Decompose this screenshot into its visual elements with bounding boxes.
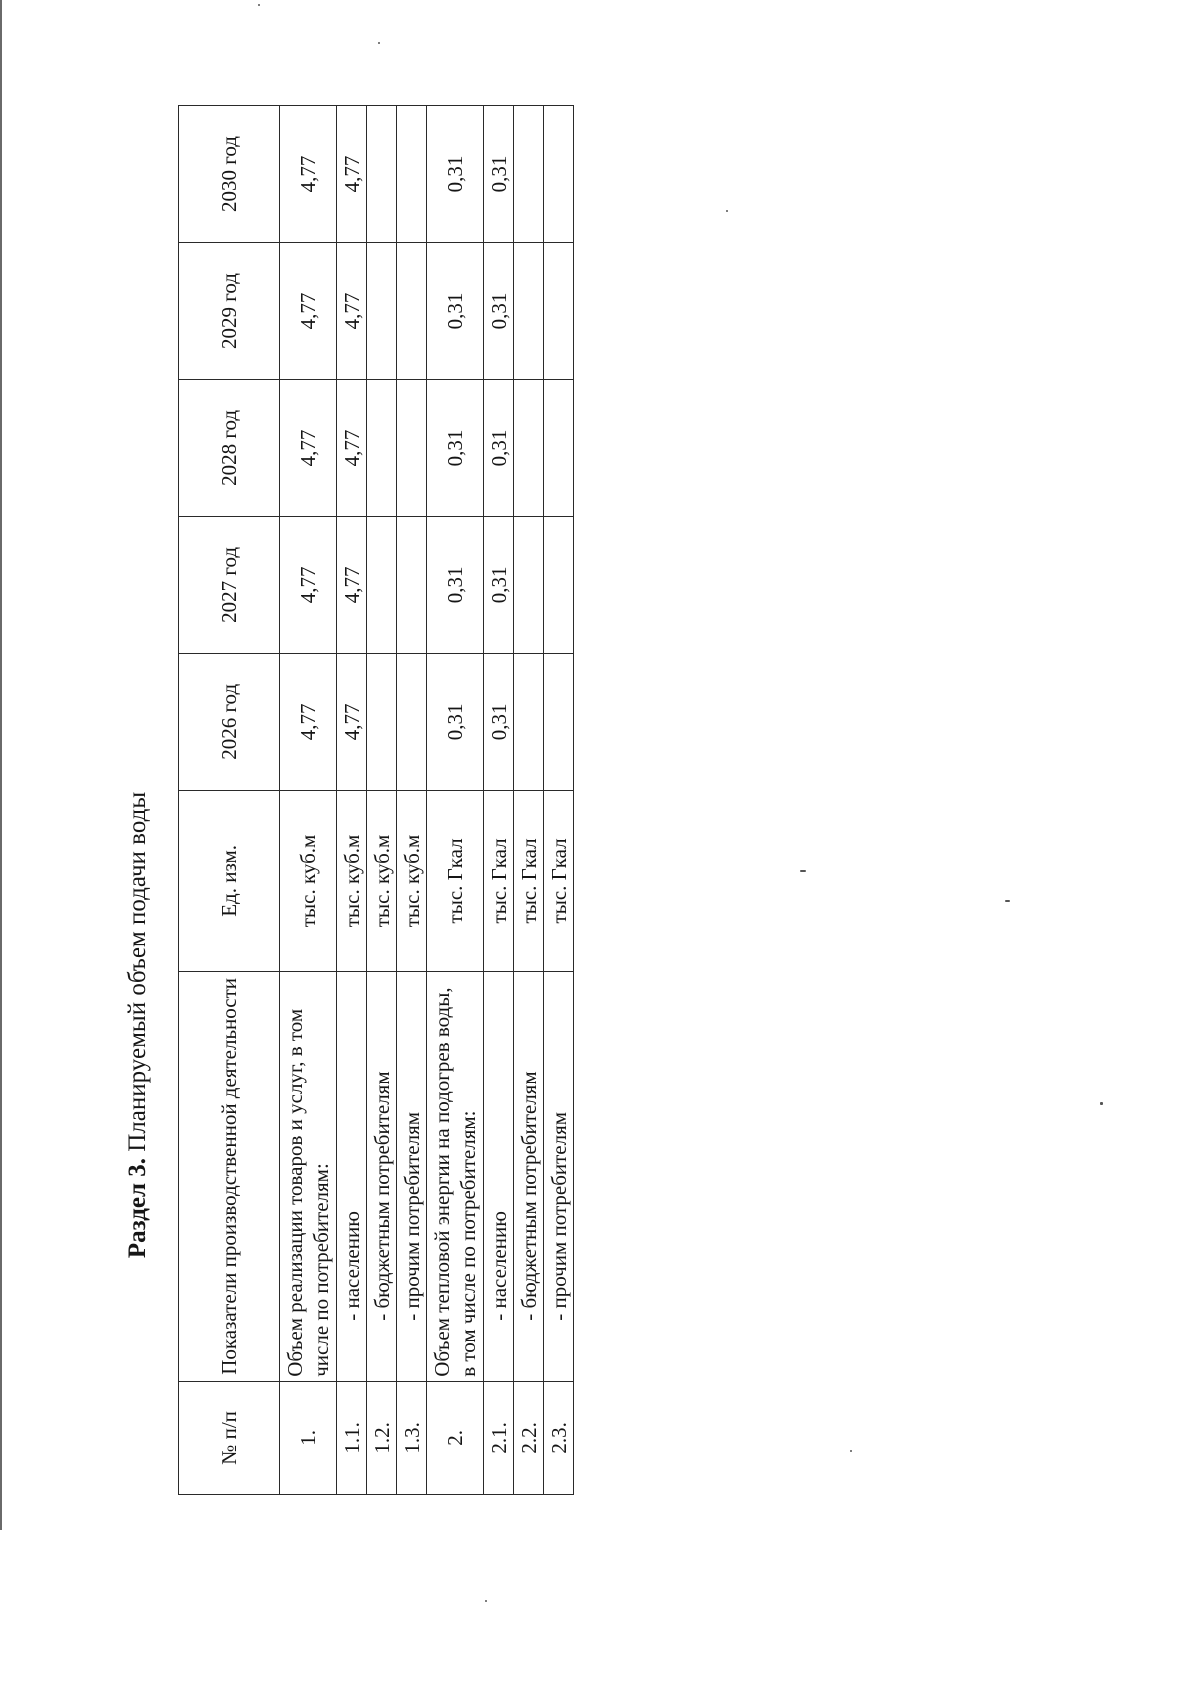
row-value: 0,31	[427, 379, 484, 516]
scan-speck	[258, 4, 260, 6]
row-unit: тыс. Гкал	[544, 790, 574, 971]
row-value	[367, 243, 397, 380]
header-year: 2029 год	[179, 243, 280, 380]
row-indicator: - бюджетным потребителям	[367, 971, 397, 1381]
header-unit: Ед. изм.	[179, 790, 280, 971]
row-value: 4,77	[337, 379, 367, 516]
row-value	[367, 653, 397, 790]
header-year: 2026 год	[179, 653, 280, 790]
header-year: 2030 год	[179, 106, 280, 243]
row-indicator: - прочим потребителям	[397, 971, 427, 1381]
table-row	[544, 106, 574, 1495]
table-row	[280, 106, 337, 1495]
row-value: 0,31	[484, 379, 514, 516]
row-unit: тыс. Гкал	[514, 790, 544, 971]
row-value	[514, 379, 544, 516]
row-num: 1.3.	[397, 1381, 427, 1494]
row-indicator: - населению	[484, 971, 514, 1381]
row-value: 0,31	[427, 653, 484, 790]
header-num: № п/п	[179, 1381, 280, 1494]
row-value	[544, 653, 574, 790]
row-value: 0,31	[484, 243, 514, 380]
row-unit: тыс. куб.м	[337, 790, 367, 971]
row-value: 0,31	[484, 516, 514, 653]
table-row	[337, 106, 367, 1495]
row-num: 2.3.	[544, 1381, 574, 1494]
row-value	[544, 379, 574, 516]
row-value: 0,31	[484, 106, 514, 243]
row-value	[514, 653, 544, 790]
row-num: 1.1.	[337, 1381, 367, 1494]
row-num: 2.1.	[484, 1381, 514, 1494]
row-value: 4,77	[337, 106, 367, 243]
table-row	[514, 106, 544, 1495]
row-indicator: - бюджетным потребителям	[514, 971, 544, 1381]
row-value: 0,31	[427, 516, 484, 653]
row-unit: тыс. куб.м	[397, 790, 427, 971]
row-value: 4,77	[280, 379, 337, 516]
row-value: 0,31	[427, 106, 484, 243]
table-header-row	[179, 106, 280, 1495]
row-value: 4,77	[337, 653, 367, 790]
row-value: 4,77	[337, 243, 367, 380]
row-value	[397, 106, 427, 243]
section-title	[118, 525, 158, 1525]
scan-speck	[1100, 1102, 1103, 1105]
row-value	[367, 379, 397, 516]
scan-speck	[800, 870, 806, 872]
row-num: 2.	[427, 1381, 484, 1494]
scan-speck	[485, 1600, 487, 1602]
row-num: 1.2.	[367, 1381, 397, 1494]
row-value	[397, 379, 427, 516]
row-value	[514, 516, 544, 653]
row-value	[397, 516, 427, 653]
scan-speck	[378, 42, 380, 44]
row-value	[544, 516, 574, 653]
row-value: 4,77	[280, 653, 337, 790]
header-indicator: Показатели производственной деятельности	[179, 971, 280, 1381]
row-num: 1.	[280, 1381, 337, 1494]
row-indicator: - прочим потребителям	[544, 971, 574, 1381]
row-num: 2.2.	[514, 1381, 544, 1494]
table-row	[367, 106, 397, 1495]
section-heading: Планируемый объем подачи воды	[124, 791, 151, 1158]
row-value	[367, 106, 397, 243]
rotated-page-content	[118, 95, 618, 1525]
row-unit: тыс. куб.м	[367, 790, 397, 971]
row-value: 4,77	[337, 516, 367, 653]
row-indicator: Объем реализации товаров и услуг, в том числе по потребителям:	[280, 971, 337, 1381]
header-year: 2027 год	[179, 516, 280, 653]
table-row	[484, 106, 514, 1495]
row-value	[544, 106, 574, 243]
row-value: 4,77	[280, 106, 337, 243]
row-unit: тыс. куб.м	[280, 790, 337, 971]
scan-speck	[726, 210, 728, 212]
row-indicator: Объем тепловой энергии на подогрев воды, в том числе по потребителям:	[427, 971, 484, 1381]
row-value: 4,77	[280, 243, 337, 380]
row-value	[397, 653, 427, 790]
scan-speck	[850, 1450, 852, 1452]
row-value: 4,77	[280, 516, 337, 653]
row-value: 0,31	[484, 653, 514, 790]
row-unit: тыс. Гкал	[427, 790, 484, 971]
header-year: 2028 год	[179, 379, 280, 516]
scan-edge-line	[0, 0, 2, 1530]
scan-speck	[1005, 900, 1010, 902]
water-supply-volume-table	[178, 105, 574, 1495]
row-unit: тыс. Гкал	[484, 790, 514, 971]
row-value	[544, 243, 574, 380]
row-indicator: - населению	[337, 971, 367, 1381]
row-value	[367, 516, 397, 653]
table-row	[427, 106, 484, 1495]
row-value	[397, 243, 427, 380]
row-value	[514, 106, 544, 243]
row-value	[514, 243, 544, 380]
row-value: 0,31	[427, 243, 484, 380]
table-row	[397, 106, 427, 1495]
section-number: Раздел 3.	[124, 1158, 151, 1259]
